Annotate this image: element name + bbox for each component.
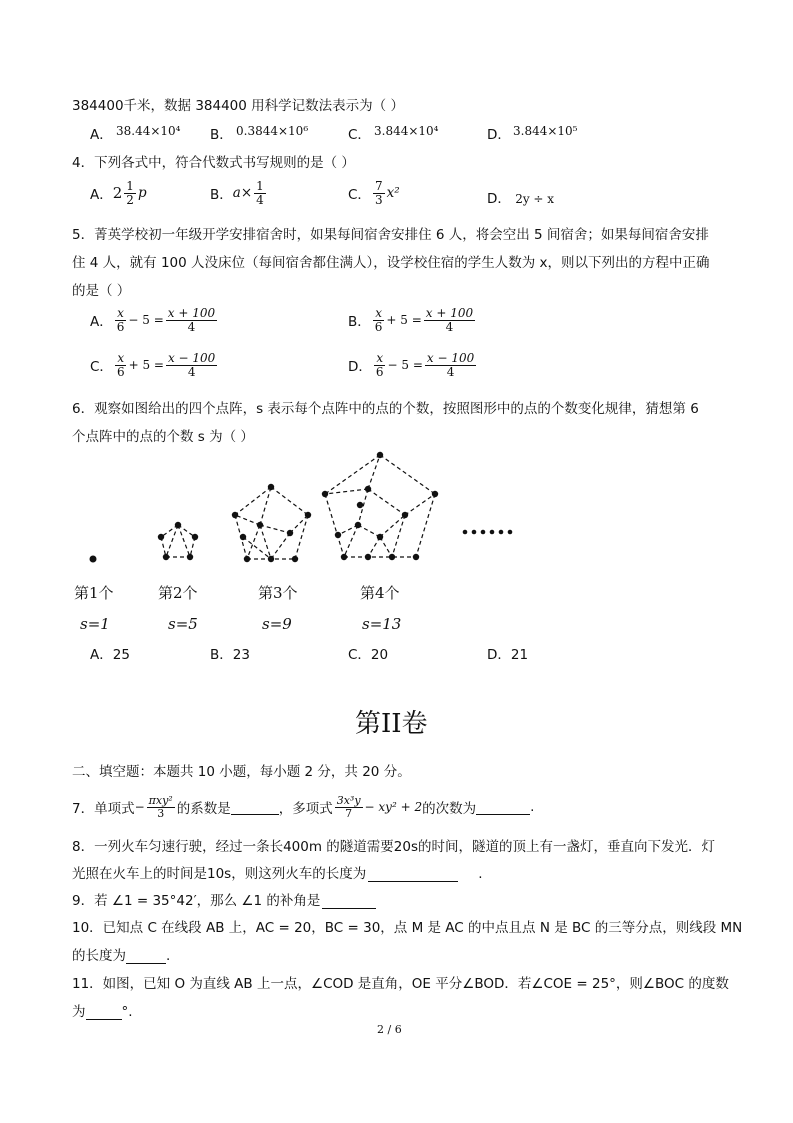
q5-d-lnum: x <box>376 351 384 365</box>
q5-c-op: + 5 = <box>128 358 164 373</box>
q10-line2-text: 的长度为 <box>72 948 126 964</box>
q7-poly-rest: − xy² + 2 <box>364 800 423 814</box>
q3-b-label: B． <box>210 127 233 143</box>
q11-line1: 11．如图，已知 O 为直线 AB 上一点，∠COD 是直角，OE 平分∠BOD．若∠COE = 25°，则∠BOC 的度数 <box>72 976 729 992</box>
q5-d-op: − 5 = <box>387 358 423 373</box>
q3-d-value: 3.844×10⁵ <box>513 124 578 138</box>
q6-line1: 6．观察如图给出的四个点阵，s 表示每个点阵中的点的个数，按照图形中的点的个数变化规律，猜想第 6 <box>72 401 699 417</box>
q4-b-pre: a× <box>232 185 253 202</box>
q4-stem: 4．下列各式中，符合代数式书写规则的是（ ） <box>72 155 355 171</box>
q4-option-b <box>210 180 268 206</box>
q5-b-rden: 4 <box>445 319 454 334</box>
lattice-1-label: 第1个 <box>74 584 114 602</box>
q4-c-num: 7 <box>374 179 383 193</box>
q5-option-b <box>348 307 477 333</box>
q5-d-label: D． <box>348 359 372 376</box>
q5-b-op: + 5 = <box>386 313 422 328</box>
q7-poly-den: 7 <box>345 806 353 820</box>
q5-a-lnum: x <box>117 306 124 320</box>
q4-option-d <box>487 187 554 207</box>
q7-polynomial <box>335 795 363 819</box>
q5-c-rnum: x − 100 <box>167 351 216 365</box>
q6-option-d: D．21 <box>487 647 529 663</box>
q4-a-int: 2 <box>112 184 123 203</box>
q5-c-right-frac <box>166 352 217 378</box>
q4-c-label: C． <box>348 187 371 204</box>
q7-monomial <box>147 795 175 819</box>
q5-d-left-frac <box>374 352 386 378</box>
q7-poly-num: 3x³y <box>336 793 361 807</box>
q4-b-frac <box>254 180 266 206</box>
q5-d-right-frac <box>425 352 476 378</box>
lattice-2-value: s=5 <box>168 615 198 633</box>
q8-line1: 8．一列火车匀速行驶，经过一条长400m 的隧道需要20s的时间，隧道的顶上有一盏灯，垂直向下发光．灯 <box>72 839 716 855</box>
q4-d-expr: 2y ÷ x <box>515 192 555 206</box>
lattice-2 <box>158 522 198 560</box>
q7-degree-text: 的次数为 <box>422 801 477 817</box>
lattice-1-dot <box>90 556 97 563</box>
q4-a-den: 2 <box>126 192 134 207</box>
q5-c-left-frac <box>115 352 127 378</box>
q8-line2-text: 光照在火车上的时间是10s，则这列火车的长度为 <box>72 866 367 882</box>
q4-a-frac <box>124 180 136 206</box>
q5-a-rnum: x + 100 <box>167 306 216 320</box>
q4-c-var: x² <box>386 185 400 202</box>
part2-heading: 二、填空题：本题共 10 小题，每小题 2 分，共 20 分。 <box>72 764 411 780</box>
q8-line2 <box>72 862 483 882</box>
q7-line <box>72 787 534 827</box>
q5-line2: 住 4 人，就有 100 人没床位（每间宿舍都住满人），设学校住宿的学生人数为 x，则以下列出的方程中正确 <box>72 255 710 271</box>
q4-c-frac <box>373 180 385 206</box>
q7-prefix: 7．单项式 <box>72 801 135 817</box>
q7-coef-text: 的系数是 <box>176 801 231 817</box>
lattice-4 <box>322 452 438 560</box>
q4-d-label: D． <box>487 191 511 207</box>
q4-option-a <box>90 180 147 206</box>
q3-b-value: 0.3844×10⁶ <box>236 124 309 138</box>
q5-a-lden: 6 <box>116 319 125 334</box>
q4-c-den: 3 <box>374 192 383 207</box>
q5-b-right-frac <box>424 307 475 333</box>
q3-d-label: D． <box>487 127 511 143</box>
q5-b-label: B． <box>348 314 371 331</box>
q10-blank[interactable] <box>126 949 166 964</box>
q8-end: . <box>478 866 483 882</box>
q4-a-var: p <box>137 185 147 202</box>
q4-b-num: 1 <box>256 179 264 193</box>
q3-stem: 384400千米，数据 384400 用科学记数法表示为（ ） <box>72 98 404 114</box>
q7-blank-2[interactable] <box>476 800 530 815</box>
lattice-3 <box>232 484 311 562</box>
dot-lattice-figure <box>60 445 540 575</box>
q10-line1: 10．已知点 C 在线段 AB 上，AC = 20，BC = 30，点 M 是 AC 的中点且点 N 是 BC 的三等分点，则线段 MN <box>72 920 743 936</box>
page-number: 2 / 6 <box>377 1023 402 1036</box>
lattice-1-value: s=1 <box>80 615 110 633</box>
q5-a-label: A． <box>90 314 113 331</box>
q9-blank[interactable] <box>322 894 376 909</box>
q7-neg-sign: − <box>134 800 145 814</box>
q10-line2 <box>72 944 170 964</box>
q5-option-a <box>90 307 219 333</box>
q5-c-rden: 4 <box>187 364 196 379</box>
q3-c-value: 3.844×10⁴ <box>374 124 439 138</box>
q5-a-rden: 4 <box>187 319 196 334</box>
q5-line3: 的是（ ） <box>72 283 131 299</box>
q5-b-rnum: x + 100 <box>425 306 474 320</box>
ellipsis-dots <box>463 530 513 535</box>
q4-b-label: B． <box>210 187 233 204</box>
q4-b-den: 4 <box>256 192 264 207</box>
lattice-2-label: 第2个 <box>158 584 198 602</box>
q6-option-b: B．23 <box>210 647 250 663</box>
q5-b-lden: 6 <box>374 319 383 334</box>
q7-blank-1[interactable] <box>231 800 279 815</box>
q5-c-label: C． <box>90 359 113 376</box>
q5-a-op: − 5 = <box>128 313 164 328</box>
q5-option-d <box>348 352 478 378</box>
q5-c-lnum: x <box>117 351 125 365</box>
q11-line2-text: 为 <box>72 1004 86 1020</box>
section-title: 第II卷 <box>355 709 428 739</box>
q5-a-right-frac <box>166 307 217 333</box>
q4-a-num: 1 <box>126 179 134 193</box>
q3-a-label: A． <box>90 127 113 143</box>
q4-a-label: A． <box>90 187 113 204</box>
q6-option-c: C．20 <box>348 647 389 663</box>
lattice-4-value: s=13 <box>362 615 402 633</box>
lattice-3-value: s=9 <box>262 615 292 633</box>
q4-option-c <box>348 180 400 206</box>
q5-d-rden: 4 <box>446 364 455 379</box>
q6-line2: 个点阵中的点的个数 s 为（ ） <box>72 429 254 445</box>
q6-option-a: A．25 <box>90 647 130 663</box>
q11-line2 <box>72 1000 133 1020</box>
q5-line1: 5．菁英学校初一年级开学安排宿舍时，如果每间宿舍安排住 6 人，将会空出 5 间宿舍；如果每间宿舍安排 <box>72 227 709 243</box>
q9-line <box>72 889 376 909</box>
q5-a-left-frac <box>115 307 127 333</box>
q7-mono-den: 3 <box>157 806 165 820</box>
lattice-4-label: 第4个 <box>360 584 400 602</box>
q8-blank[interactable] <box>368 867 458 882</box>
q3-a-value: 38.44×10⁴ <box>116 124 181 138</box>
q11-end: °. <box>121 1004 133 1020</box>
lattice-3-label: 第3个 <box>258 584 298 602</box>
q5-b-left-frac <box>373 307 385 333</box>
q7-end: . <box>530 799 535 815</box>
q11-blank[interactable] <box>86 1005 122 1020</box>
q7-poly-text: ，多项式 <box>278 801 333 817</box>
q10-end: . <box>166 948 171 964</box>
q5-c-lden: 6 <box>116 364 125 379</box>
q3-c-label: C． <box>348 127 371 143</box>
q7-mono-num: πxy² <box>148 793 173 807</box>
q5-b-lnum: x <box>375 306 382 320</box>
q5-option-c <box>90 352 219 378</box>
q5-d-lden: 6 <box>375 364 384 379</box>
q9-text: 9．若 ∠1 = 35°42′，那么 ∠1 的补角是 <box>72 893 321 909</box>
q5-d-rnum: x − 100 <box>426 351 475 365</box>
